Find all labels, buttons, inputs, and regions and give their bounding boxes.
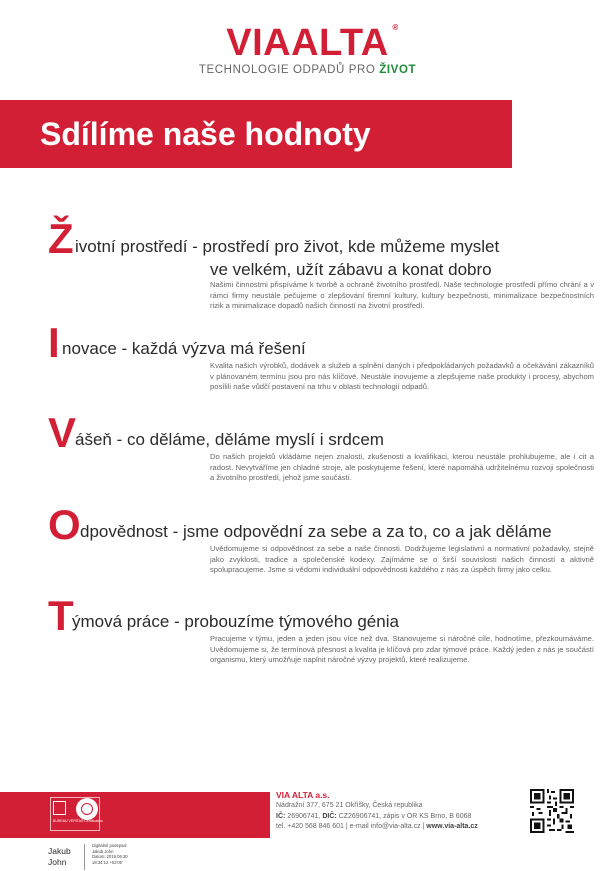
value-initial-letter: Ž bbox=[48, 215, 74, 262]
qr-code-icon bbox=[530, 789, 574, 833]
email-value[interactable]: info@via-alta.cz bbox=[370, 823, 421, 830]
signature-line: Digitálně podepsal bbox=[92, 843, 127, 848]
tel-label: tel. bbox=[276, 823, 286, 830]
logo-wordmark bbox=[226, 22, 399, 64]
signature-line: 18:34:12 +02'00' bbox=[92, 859, 123, 865]
signature-details bbox=[92, 843, 128, 865]
value-description: Do našich projektů vkládáme nejen znalosti, zkušenosti a kvalifikaci, kterou neustále prohlubujeme, ale i cit a radost. Nevytváříme jen chladné stroje, ale poskytujeme řešení, které napomáhá udržitelnému rozvoji společnosti a životního prostředí, jehož jsme součástí. bbox=[210, 452, 594, 483]
tel-value: +420 568 846 601 bbox=[287, 823, 344, 830]
company-contact: tel. +420 568 846 601 | e-mail info@via-alta.cz | www.via-alta.cz bbox=[276, 823, 478, 830]
signature-first-name: Jakub bbox=[48, 846, 71, 856]
value-heading: ášeň - co děláme, děláme myslí i srdcem bbox=[75, 430, 384, 449]
signature-divider bbox=[84, 844, 85, 870]
dic-value: CZ26906741, bbox=[338, 812, 382, 820]
tagline-highlight: ŽIVOT bbox=[379, 64, 417, 76]
company-name: VIA ALTA a.s. bbox=[276, 790, 330, 800]
value-initial-letter: I bbox=[48, 319, 60, 366]
signature-last-name: John bbox=[48, 857, 67, 867]
company-logo bbox=[0, 24, 615, 76]
value-heading bbox=[75, 236, 499, 258]
company-address: Nádražní 377, 675 21 Okříšky, Česká republika bbox=[276, 802, 423, 809]
tagline-prefix: TECHNOLOGIE ODPADŮ PRO bbox=[198, 64, 376, 76]
signature-line: Jakub John bbox=[92, 848, 114, 854]
company-registry bbox=[276, 812, 478, 823]
page-title: Sdílíme naše hodnoty bbox=[40, 116, 371, 152]
logo-wordmark-text: VIAALTA bbox=[226, 22, 389, 64]
value-heading: novace - každá výzva má řešení bbox=[62, 339, 306, 358]
value-initial-letter: T bbox=[48, 592, 74, 639]
value-vasen bbox=[48, 409, 594, 502]
website-link[interactable]: www.via-alta.cz bbox=[426, 823, 478, 830]
logo-tagline bbox=[0, 64, 615, 76]
company-info bbox=[276, 789, 478, 833]
registry-court: zápis v OR KS Brno, B 6068 bbox=[383, 812, 472, 820]
value-initial-letter: O bbox=[48, 501, 81, 548]
value-initial-letter: V bbox=[48, 409, 77, 456]
footer-band bbox=[0, 792, 270, 838]
signature-line: Datum: 2019.06.30 bbox=[92, 854, 128, 860]
value-zivotni-prostredi bbox=[48, 215, 594, 328]
value-tymova-prace bbox=[48, 592, 594, 685]
value-description: Uvědomujeme si odpovědnost za sebe a naše činnosti. Dodržujeme legislativní a normativní požadavky, stejně jako zvyklosti, tradice a společenské kodexy. Zajímáme se o širší souvislosti našich činností a aktivně spolupracujeme. Jsme si vědomi individuální odpovědnosti každého z nás za úspěch firmy jako celku. bbox=[210, 544, 594, 575]
value-inovace bbox=[48, 319, 594, 412]
dic-label: DIČ: bbox=[322, 812, 337, 820]
value-odpovednost bbox=[48, 501, 594, 594]
certification-text: BUREAU VERITAS Certification bbox=[53, 819, 103, 823]
value-heading: dpovědnost - jsme odpovědní za sebe a za to, co a jak děláme bbox=[80, 522, 552, 541]
registered-mark: ® bbox=[392, 23, 399, 32]
value-description: Kvalita našich výrobků, dodávek a služeb a splnění daných i předpokládaných požadavků a očekávání zákazníků v plánovaném termínu jsou pro nás klíčové. Neustále inovujeme a zlepšujeme naše produkty i procesy, abychom posílili naše vůdčí postavení na trhu v oblasti technologií odpadů. bbox=[210, 361, 594, 392]
email-label: e-mail bbox=[349, 823, 369, 830]
value-heading-line2: ve velkém, užít zábavu a konat dobro bbox=[210, 260, 492, 279]
iso-mark-icon bbox=[53, 801, 66, 815]
seal-ring-icon bbox=[81, 803, 93, 815]
value-description: Pracujeme v týmu, jeden a jeden jsou více než dva. Stanovujeme si náročné cíle, hodnotíme, přezkoumáváme. Uvědomujeme si, že termínová přesnost a kvalita je klíčová pro zdar týmové práce. Každý jeden z nás je součástí organismu, který umožňuje naplnit náročné výzvy projektů, které realizujeme. bbox=[210, 634, 594, 665]
value-heading-line1: ivotní prostředí - prostředí pro život, kde můžeme myslet bbox=[75, 237, 500, 256]
signature-name bbox=[48, 846, 71, 868]
ic-label: IČ: bbox=[276, 812, 286, 820]
value-description: Našimi činnostmi přispíváme k tvorbě a ochraně životního prostředí. Naše technologie prostředí přímo chrání a v rámci firmy neustále pečujeme o zlepšování firemní kultury, kultury bezpečnosti, minimalizace bezpečnostních rizik a minimalizace dopadů našich činností na životní prostředí. bbox=[210, 280, 594, 311]
ic-value: 26906741, bbox=[287, 812, 321, 820]
value-heading: ýmová práce - probouzíme týmového génia bbox=[72, 612, 399, 631]
